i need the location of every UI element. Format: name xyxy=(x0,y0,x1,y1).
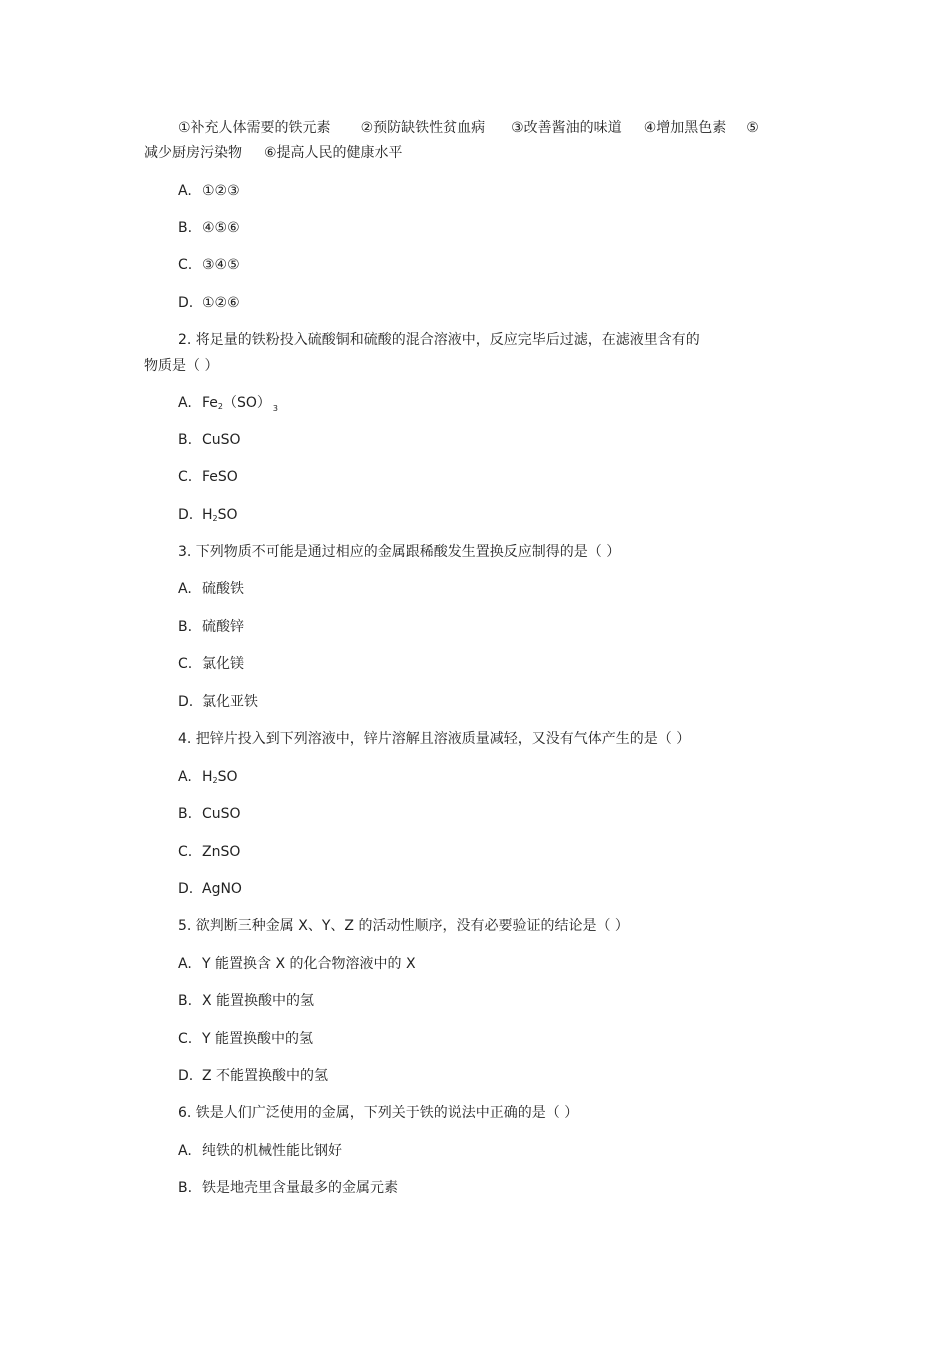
q4-option-c: C. ZnSO xyxy=(178,844,241,860)
q1-option-a: A. ①②③ xyxy=(178,183,240,199)
q6-stem: 6. 铁是人们广泛使用的金属，下列关于铁的说法中正确的是（ ） xyxy=(178,1105,579,1121)
q1-choice-2: ②预防缺铁性贫血病 xyxy=(360,120,486,136)
q2-option-c: C. FeSO xyxy=(178,469,238,485)
q2-option-d: D. $H_2SO$ xyxy=(178,507,238,523)
q5-option-a: A. Y 能置换含 X 的化合物溶液中的 X xyxy=(178,956,416,972)
q1-option-b: B. ④⑤⑥ xyxy=(178,220,240,236)
q3-option-d: D. 氯化亚铁 xyxy=(178,694,258,710)
q2-option-b: B. CuSO xyxy=(178,432,241,448)
q3-option-b: B. 硫酸锌 xyxy=(178,619,244,635)
q1-choice-1: ①补充人体需要的铁元素 xyxy=(178,120,331,136)
q3-stem: 3. 下列物质不可能是通过相应的金属跟稀酸发生置换反应制得的是（ ） xyxy=(178,544,621,560)
q5-stem: 5. 欲判断三种金属 X、Y、Z 的活动性顺序，没有必要验证的结论是（ ） xyxy=(178,918,629,934)
q1-choice-3: ③改善酱油的味道 xyxy=(511,120,622,136)
q1-choices-line-1 xyxy=(178,118,759,138)
q2-stem-line-1: 2. 将足量的铁粉投入硫酸铜和硫酸的混合溶液中，反应完毕后过滤，在滤液里含有的 xyxy=(178,332,700,348)
q1-choice-5-text: 减少厨房污染物 xyxy=(144,145,242,161)
q1-option-d: D. ①②⑥ xyxy=(178,295,240,311)
q6-option-a: A. 纯铁的机械性能比钢好 xyxy=(178,1143,342,1159)
q5-option-d: D. Z 不能置换酸中的氢 xyxy=(178,1068,329,1084)
q2-option-a: A. $Fe_2(SO)$ $_3$ xyxy=(178,395,278,413)
q5-option-c: C. Y 能置换酸中的氢 xyxy=(178,1031,314,1047)
q3-option-a: A. 硫酸铁 xyxy=(178,581,244,597)
q1-option-c: C. ③④⑤ xyxy=(178,257,240,273)
q1-choice-4: ④增加黑色素 xyxy=(643,120,727,136)
q1-choice-6: ⑥提高人民的健康水平 xyxy=(264,145,403,161)
q2-stem-line-2: 物质是（ ） xyxy=(144,358,219,374)
q4-option-d: D. AgNO xyxy=(178,881,242,897)
q1-choice-5-number: ⑤ xyxy=(746,120,759,136)
q4-stem: 4. 把锌片投入到下列溶液中，锌片溶解且溶液质量减轻，又没有气体产生的是（ ） xyxy=(178,731,691,747)
q6-option-b: B. 铁是地壳里含量最多的金属元素 xyxy=(178,1180,398,1196)
q1-choices-line-2 xyxy=(144,143,403,163)
q3-option-c: C. 氯化镁 xyxy=(178,656,244,672)
q4-option-a: A. $H_2SO$ xyxy=(178,769,238,785)
q4-option-b: B. CuSO xyxy=(178,806,241,822)
q5-option-b: B. X 能置换酸中的氢 xyxy=(178,993,315,1009)
